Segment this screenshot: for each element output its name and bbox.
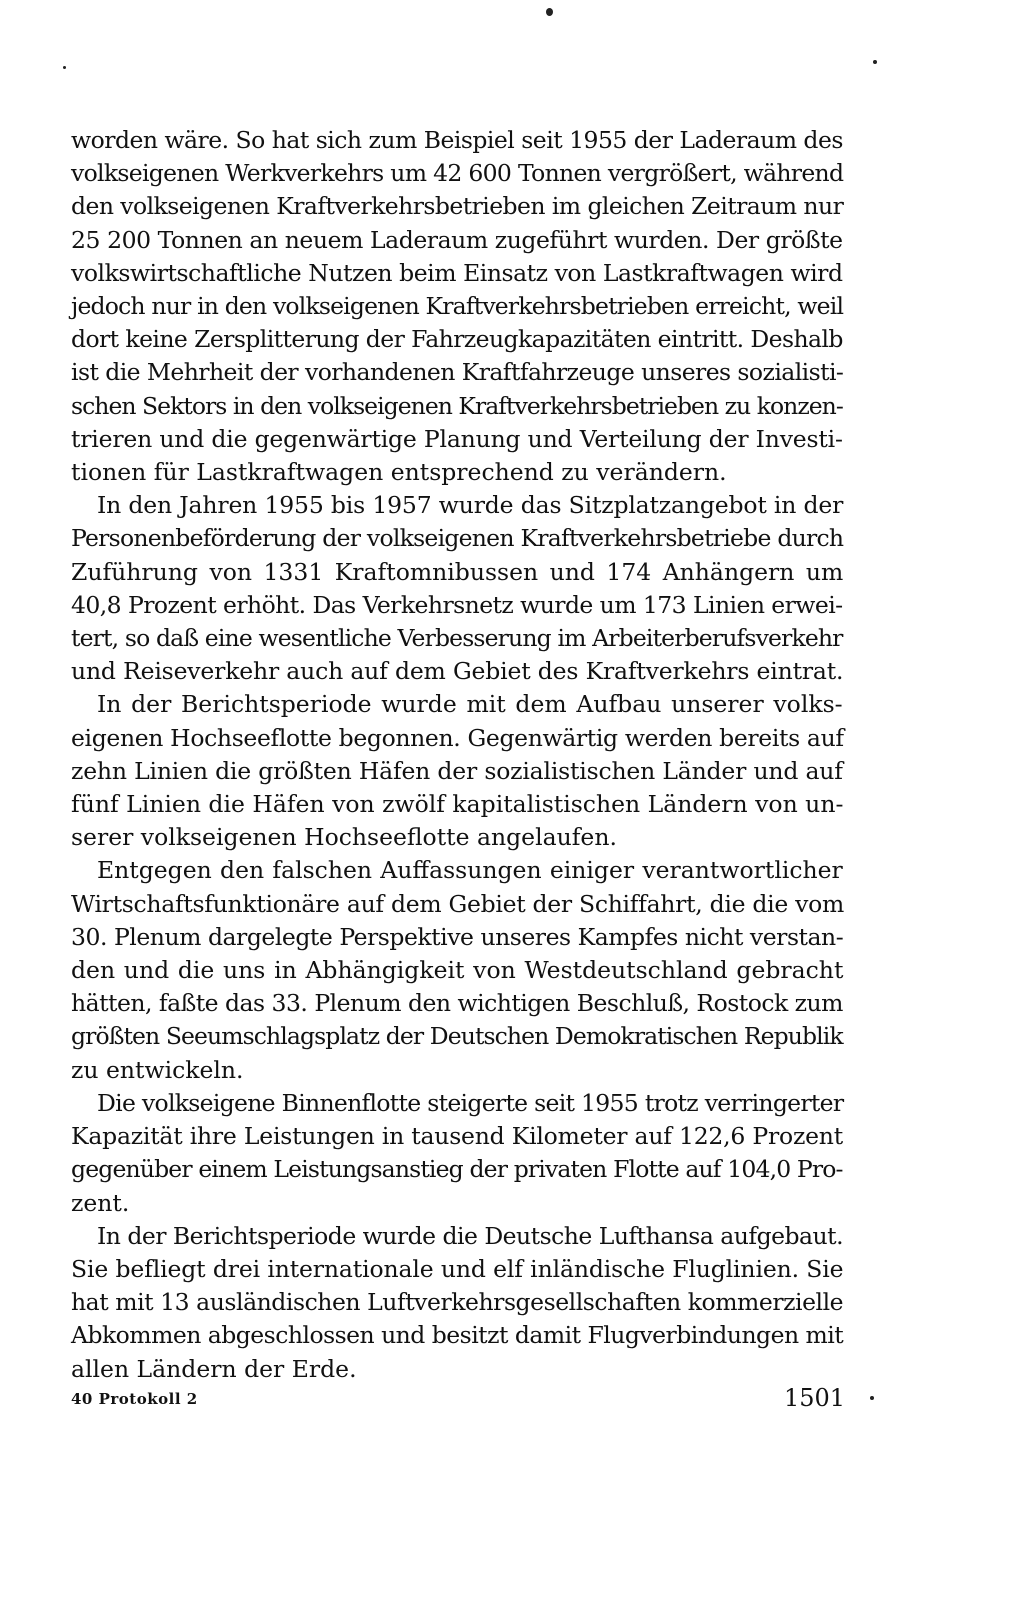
- text-line: und Reiseverkehr auch auf dem Gebiet des Kraftverkehrs eintrat.: [71, 657, 844, 686]
- paragraph: [71, 854, 843, 1086]
- text-line: Zuführung von 1331 Kraftomnibussen und 174 Anhängern um: [71, 557, 844, 586]
- text-line: den volkseigenen Kraftverkehrsbetrieben im gleichen Zeitraum nur: [71, 192, 844, 221]
- text-line: gegenüber einem Leistungsanstieg der privaten Flotte auf 104,0 Pro-: [71, 1155, 843, 1184]
- text-line: fünf Linien die Häfen von zwölf kapitalistischen Ländern von un-: [71, 790, 844, 819]
- text-line: 30. Plenum dargelegte Perspektive unseres Kampfes nicht verstan-: [71, 922, 844, 951]
- text-line: den und die uns in Abhängigkeit von Westdeutschland gebracht: [71, 956, 844, 985]
- text-line: Entgegen den falschen Auffassungen einiger verantwortlicher: [97, 856, 843, 885]
- paragraph: [71, 1087, 843, 1220]
- page-number: 1501: [784, 1384, 846, 1412]
- text-line: tionen für Lastkraftwagen entsprechend zu verändern.: [71, 458, 727, 487]
- text-line: Sie befliegt drei internationale und elf inländische Fluglinien. Sie: [71, 1254, 844, 1283]
- text-line: eigenen Hochseeflotte begonnen. Gegenwärtig werden bereits auf: [71, 723, 844, 752]
- text-line: schen Sektors in den volkseigenen Kraftverkehrsbetrieben zu konzen-: [71, 391, 843, 420]
- text-line: Die volkseigene Binnenflotte steigerte seit 1955 trotz verringerter: [97, 1088, 844, 1117]
- paragraph: [71, 124, 843, 489]
- print-speck: [546, 8, 553, 16]
- text-line: ist die Mehrheit der vorhandenen Kraftfahrzeuge unseres sozialisti-: [71, 358, 844, 387]
- text-line: dort keine Zersplitterung der Fahrzeugkapazitäten eintritt. Deshalb: [71, 325, 843, 354]
- text-line: worden wäre. So hat sich zum Beispiel seit 1955 der Laderaum des: [71, 126, 843, 154]
- paragraph: [71, 688, 843, 854]
- text-line: Personenbeförderung der volkseigenen Kraftverkehrsbetriebe durch: [71, 524, 844, 553]
- text-line: Kapazität ihre Leistungen in tausend Kilometer auf 122,6 Prozent: [71, 1122, 843, 1151]
- text-line: tert, so daß eine wesentliche Verbesserung im Arbeiterberufsverkehr: [71, 624, 843, 653]
- body-text: [71, 124, 843, 1386]
- text-line: hat mit 13 ausländischen Luftverkehrsgesellschaften kommerzielle: [71, 1288, 844, 1317]
- text-line: zehn Linien die größten Häfen der sozialistischen Länder und auf: [71, 756, 843, 785]
- text-line: trieren und die gegenwärtige Planung und Verteilung der Investi-: [71, 424, 843, 453]
- text-line: Wirtschaftsfunktionäre auf dem Gebiet der Schiffahrt, die die vom: [71, 889, 844, 918]
- text-line: Abkommen abgeschlossen und besitzt damit Flugverbindungen mit: [71, 1321, 844, 1350]
- text-line: In der Berichtsperiode wurde mit dem Aufbau unserer volks-: [97, 690, 843, 719]
- text-line: zent.: [71, 1188, 130, 1217]
- print-speck: [63, 66, 66, 69]
- paragraph: [71, 489, 843, 688]
- text-line: hätten, faßte das 33. Plenum den wichtigen Beschluß, Rostock zum: [71, 989, 843, 1018]
- text-line: 25 200 Tonnen an neuem Laderaum zugeführt wurden. Der größte: [71, 225, 843, 254]
- text-line: allen Ländern der Erde.: [71, 1354, 357, 1383]
- text-line: In der Berichtsperiode wurde die Deutsche Lufthansa aufgebaut.: [97, 1221, 844, 1250]
- print-speck: [870, 1396, 874, 1400]
- text-line: volkswirtschaftliche Nutzen beim Einsatz von Lastkraftwagen wird: [71, 258, 843, 287]
- text-line: In den Jahren 1955 bis 1957 wurde das Sitzplatzangebot in der: [97, 491, 844, 520]
- text-line: zu entwickeln.: [71, 1055, 244, 1084]
- footer-signature: 40 Protokoll 2: [71, 1390, 198, 1408]
- text-line: jedoch nur in den volkseigenen Kraftverkehrsbetrieben erreicht, weil: [71, 292, 844, 321]
- text-line: serer volkseigenen Hochseeflotte angelaufen.: [71, 823, 617, 852]
- text-line: 40,8 Prozent erhöht. Das Verkehrsnetz wurde um 173 Linien erwei-: [71, 590, 843, 619]
- text-line: volkseigenen Werkverkehrs um 42 600 Tonnen vergrößert, während: [71, 159, 844, 188]
- print-speck: [873, 60, 877, 64]
- paragraph: [71, 1220, 843, 1386]
- text-line: größten Seeumschlagsplatz der Deutschen Demokratischen Republik: [71, 1022, 843, 1051]
